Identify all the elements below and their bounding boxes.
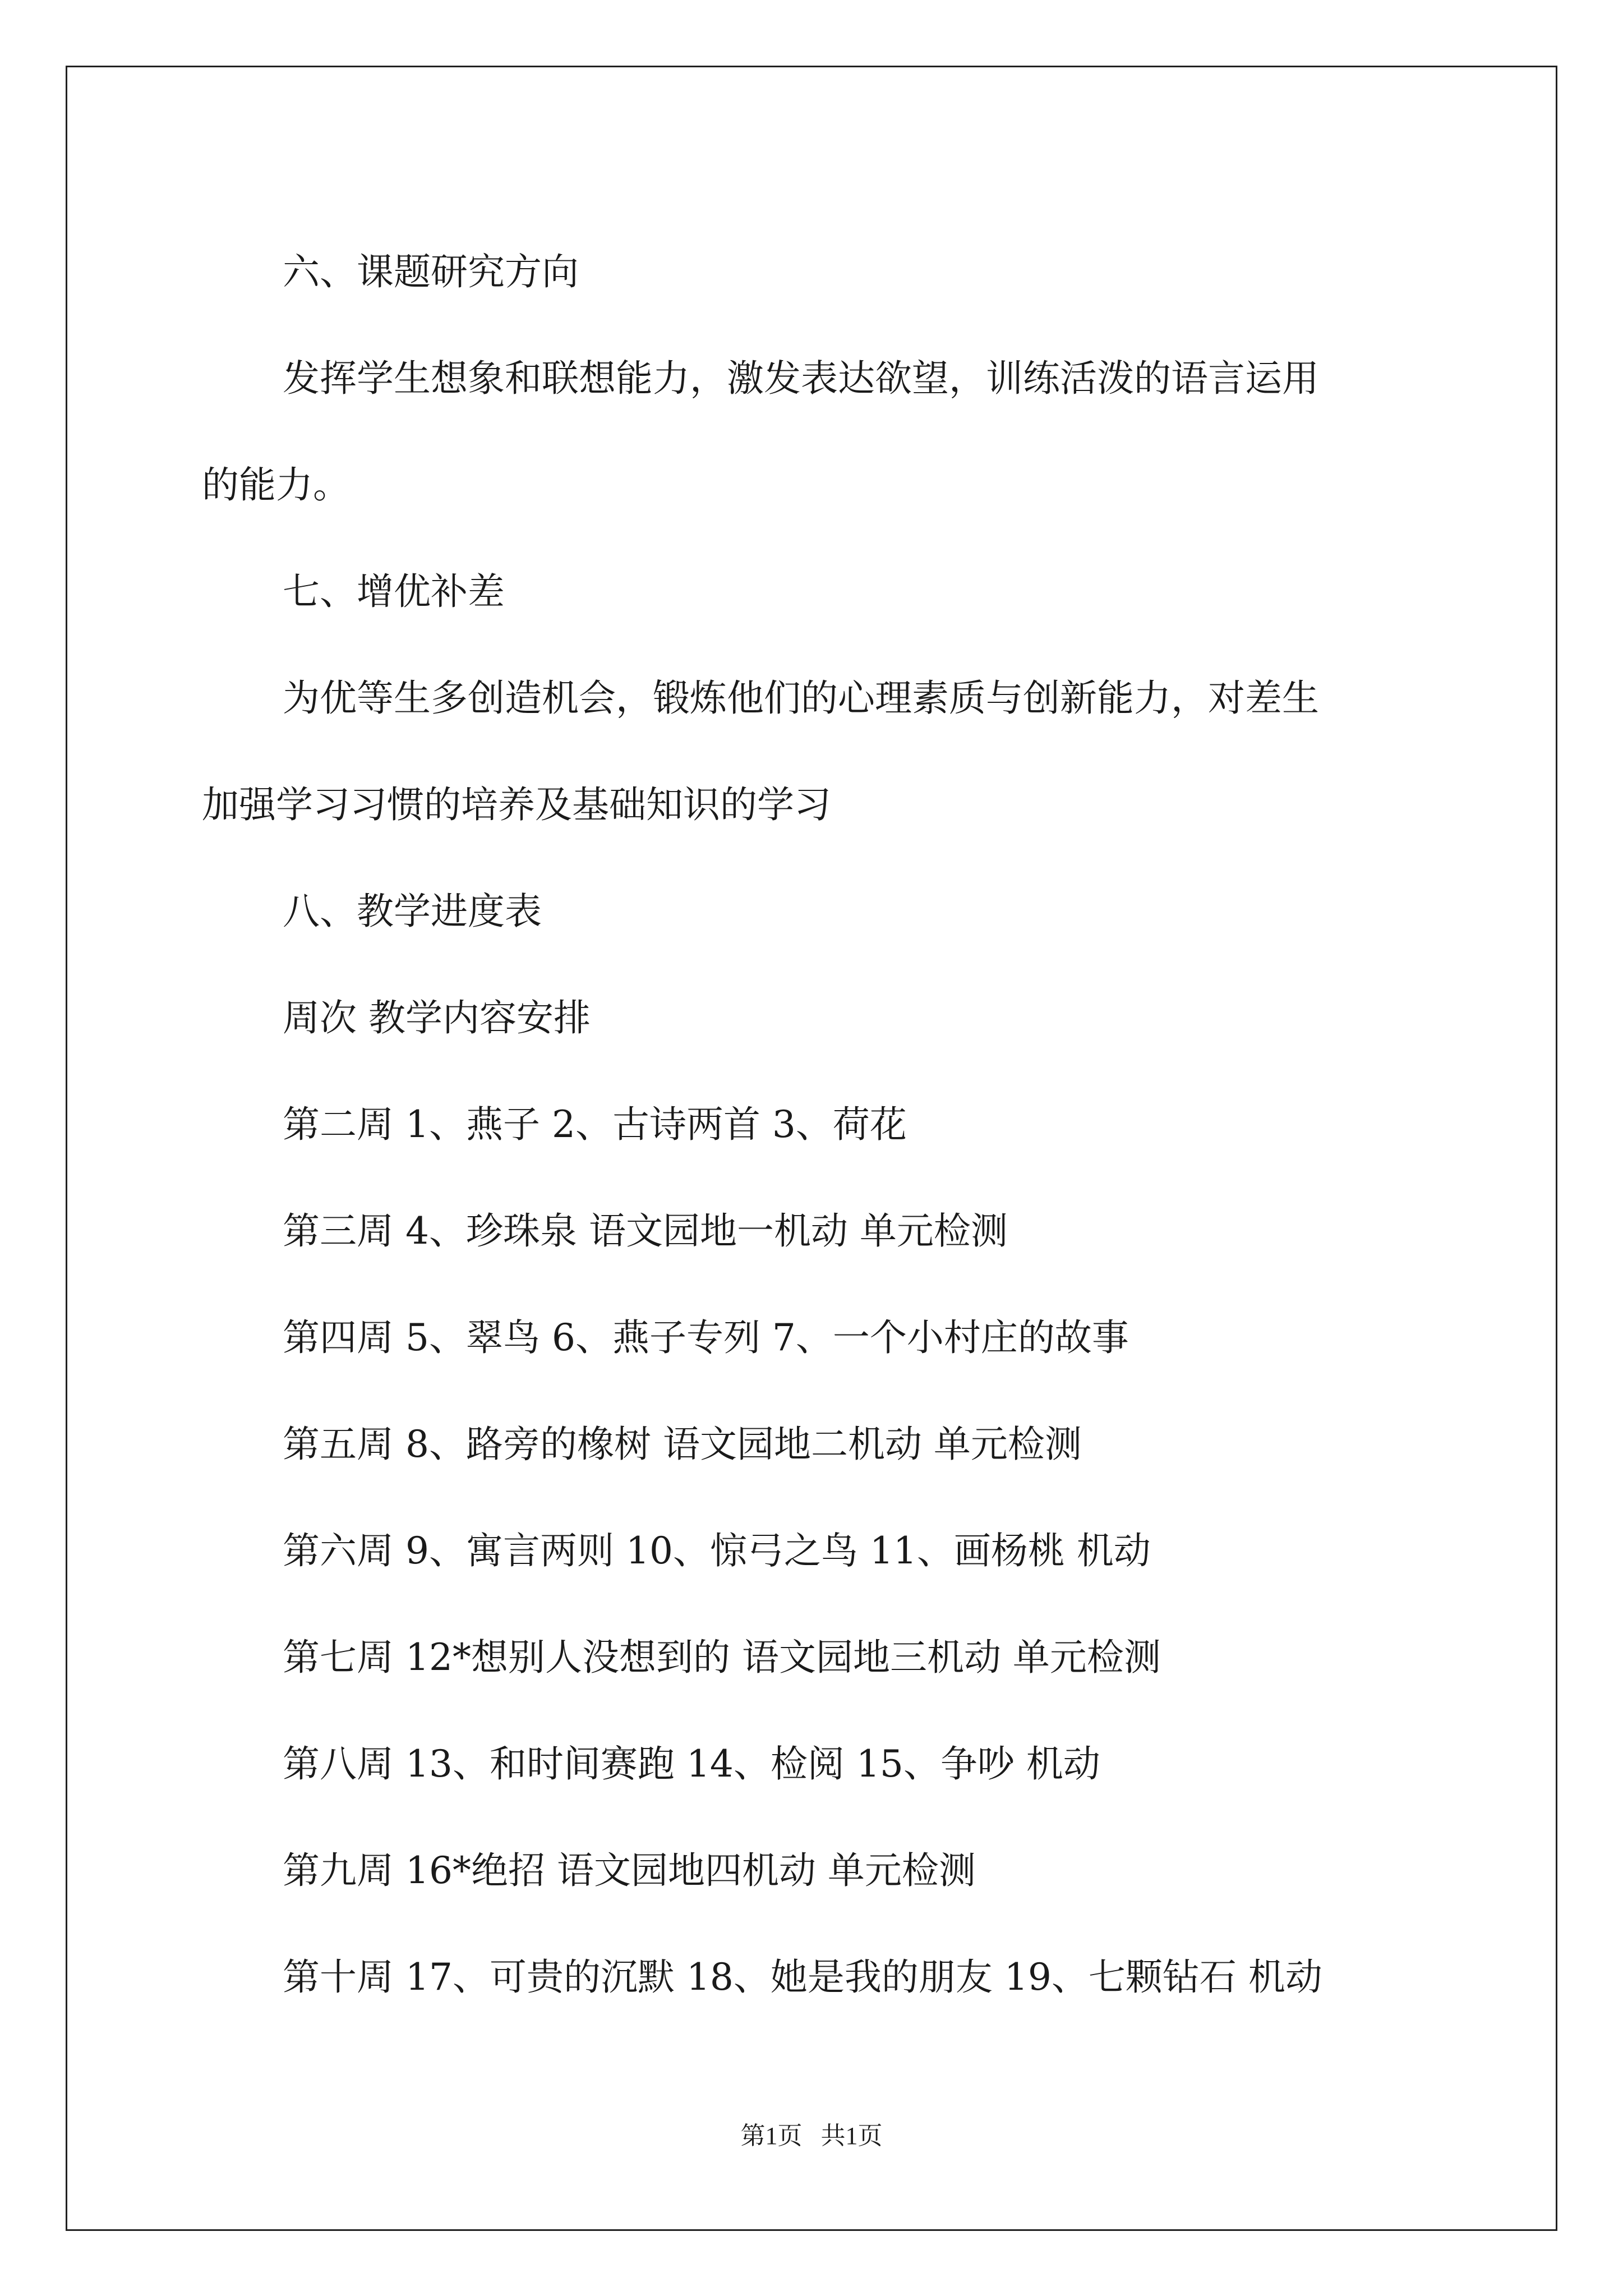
paragraph: 六、课题研究方向: [283, 250, 579, 293]
paragraph: 第八周 13、和时间赛跑 14、检阅 15、争吵 机动: [283, 1742, 1100, 1786]
paragraph: 第九周 16*绝招 语文园地四机动 单元检测: [283, 1849, 976, 1892]
paragraph: 第二周 1、燕子 2、古诗两首 3、荷花: [283, 1103, 907, 1146]
paragraph: 加强学习习惯的培养及基础知识的学习: [202, 783, 831, 826]
paragraph: 八、教学进度表: [283, 890, 542, 933]
paragraph: 七、增优补差: [283, 570, 505, 613]
paragraph: 第三周 4、珍珠泉 语文园地一机动 单元检测: [283, 1209, 1008, 1253]
document-body: [202, 219, 1458, 2031]
paragraph: 第十周 17、可贵的沉默 18、她是我的朋友 19、七颗钻石 机动: [283, 1955, 1322, 1999]
paragraph: 第六周 9、寓言两则 10、惊弓之鸟 11、画杨桃 机动: [283, 1529, 1151, 1572]
paragraph: 周次 教学内容安排: [283, 996, 591, 1039]
page-footer: 第1页 共1页: [740, 2122, 883, 2150]
paragraph: 第四周 5、翠鸟 6、燕子专列 7、一个小村庄的故事: [283, 1316, 1129, 1359]
paragraph: 发挥学生想象和联想能力，激发表达欲望，训练活泼的语言运用: [283, 357, 1319, 400]
paragraph: 第七周 12*想别人没想到的 语文园地三机动 单元检测: [283, 1636, 1161, 1679]
paragraph: 第五周 8、路旁的橡树 语文园地二机动 单元检测: [283, 1423, 1082, 1466]
paragraph: 为优等生多创造机会，锻炼他们的心理素质与创新能力，对差生: [283, 677, 1319, 720]
paragraph: 的能力。: [202, 463, 350, 507]
